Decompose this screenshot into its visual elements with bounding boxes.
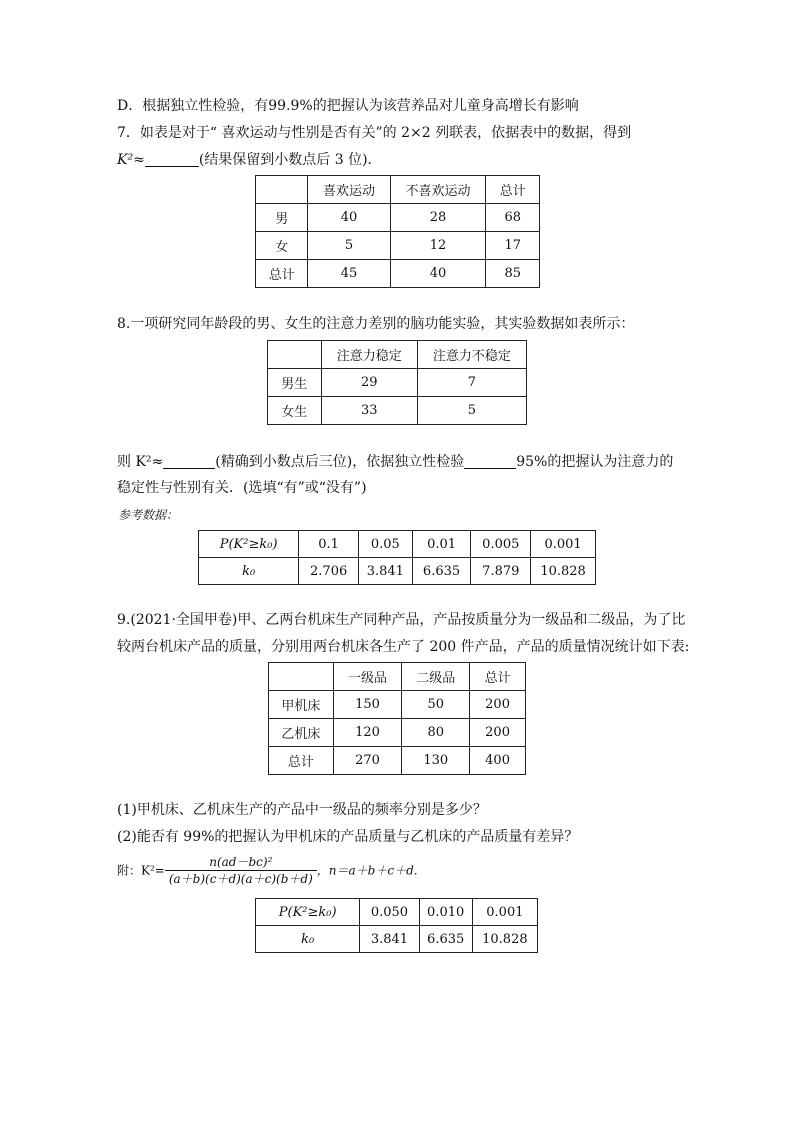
formula-denominator: (a＋b)(c＋d)(a＋c)(b＋d) <box>168 872 313 886</box>
q9-sub2: (2)能否有 99%的把握认为甲机床的产品质量与乙机床的产品质量有差异？ <box>117 829 579 845</box>
table-row <box>269 747 526 775</box>
q8-after-line1 <box>117 452 673 472</box>
table-cell: k₀ <box>256 926 360 953</box>
table-header-cell <box>269 663 334 691</box>
table-row <box>256 899 538 926</box>
table-cell: 270 <box>333 747 402 775</box>
q8-after-c: 95%的把握认为注意力的 <box>516 454 674 470</box>
q8-after-b: (精确到小数点后三位)，依据独立性检验 <box>215 454 465 470</box>
table-cell: 0.005 <box>471 531 531 558</box>
table-cell: 10.828 <box>472 926 537 953</box>
formula-fraction <box>165 854 317 887</box>
table-header-cell: 一级品 <box>333 663 402 691</box>
table-header-cell: 二级品 <box>402 663 470 691</box>
table-cell: 45 <box>308 260 390 288</box>
table-row <box>269 691 526 719</box>
table-cell: 0.05 <box>359 531 413 558</box>
table-cell: 68 <box>486 204 540 232</box>
formula-label: 附：K²= <box>117 863 165 878</box>
table-row <box>269 719 526 747</box>
table-row <box>256 926 538 953</box>
table-cell: 40 <box>308 204 390 232</box>
table-header-cell: 不喜欢运动 <box>390 176 486 204</box>
q8-reference-table <box>198 530 596 585</box>
table-row <box>268 369 527 397</box>
table-cell: 0.001 <box>472 899 537 926</box>
table-row <box>256 204 540 232</box>
option-d: D．根据独立性检验，有99.9%的把握认为该营养品对儿童身高增长有影响 <box>117 98 579 114</box>
table-cell: 3.841 <box>360 926 419 953</box>
table-cell: 男 <box>256 204 308 232</box>
table-cell: 17 <box>486 232 540 260</box>
table-cell: 85 <box>486 260 540 288</box>
table-row <box>268 397 527 425</box>
q9-line1 <box>117 610 685 630</box>
q8-table <box>267 340 527 425</box>
q7-line2-rest: (结果保留到小数点后 3 位)． <box>198 152 382 168</box>
table-cell: 男生 <box>268 369 322 397</box>
table-cell: 10.828 <box>531 558 596 585</box>
q7-line1: 7．如表是对于“ 喜欢运动与性别是否有关”的 2×2 列联表，依据表中的数据，得到 <box>117 125 632 141</box>
table-cell: 6.635 <box>419 926 472 953</box>
table-cell: 5 <box>308 232 390 260</box>
table-cell: 0.050 <box>360 899 419 926</box>
table-cell: 3.841 <box>359 558 413 585</box>
table-cell: 乙机床 <box>269 719 334 747</box>
table-cell: 0.1 <box>299 531 359 558</box>
q8-answer-blank-1 <box>163 453 215 469</box>
q7-k2: K²≈ <box>117 152 145 168</box>
table-cell: 12 <box>390 232 486 260</box>
q7-line2 <box>117 150 382 170</box>
table-header-cell: 喜欢运动 <box>308 176 390 204</box>
table-cell: 50 <box>402 691 470 719</box>
table-cell: 80 <box>402 719 470 747</box>
table-cell: 29 <box>321 369 417 397</box>
table-row <box>256 260 540 288</box>
table-cell: 200 <box>470 691 526 719</box>
q8-after-line2: 稳定性与性别有关．(选填“有”或“没有”) <box>117 480 367 496</box>
table-header-cell: 总计 <box>486 176 540 204</box>
formula-tail: ，n＝a＋b＋c＋d. <box>316 863 418 878</box>
table-cell: 0.010 <box>419 899 472 926</box>
table-cell: 6.635 <box>412 558 471 585</box>
q8-answer-blank-2 <box>464 453 516 469</box>
table-cell: 甲机床 <box>269 691 334 719</box>
table-row <box>199 558 596 585</box>
table-cell: 女 <box>256 232 308 260</box>
table-header-cell <box>268 341 322 369</box>
table-cell: 130 <box>402 747 470 775</box>
table-cell: 150 <box>333 691 402 719</box>
table-cell: 2.706 <box>299 558 359 585</box>
table-cell: 女生 <box>268 397 322 425</box>
q9-sub1: (1)甲机床、乙机床生产的产品中一级品的频率分别是多少？ <box>117 802 487 818</box>
table-cell: 7.879 <box>471 558 531 585</box>
table-cell: 7 <box>417 369 526 397</box>
q7-answer-blank <box>145 151 199 167</box>
q9-reference-table <box>255 898 538 953</box>
q9-line1-text: 甲、乙两台机床生产同种产品，产品按质量分为一级品和二级品，为了比 <box>237 612 686 628</box>
q9-formula <box>117 854 418 887</box>
table-row <box>199 531 596 558</box>
q9-source: 9.(2021·全国甲卷) <box>117 612 238 628</box>
table-row <box>256 232 540 260</box>
table-header-cell: 总计 <box>470 663 526 691</box>
table-header-cell: 注意力稳定 <box>321 341 417 369</box>
table-cell: 5 <box>417 397 526 425</box>
table-cell: P(K²≥k₀) <box>256 899 360 926</box>
q7-table <box>255 175 540 288</box>
table-cell: 40 <box>390 260 486 288</box>
table-cell: 总计 <box>269 747 334 775</box>
table-cell: 0.01 <box>412 531 471 558</box>
table-cell: 200 <box>470 719 526 747</box>
table-cell: k₀ <box>199 558 299 585</box>
table-cell: 400 <box>470 747 526 775</box>
q9-line2: 较两台机床产品的质量，分别用两台机床各生产了 200 件产品，产品的质量情况统计如下表: <box>117 639 690 655</box>
table-cell: 33 <box>321 397 417 425</box>
table-cell: P(K²≥k₀) <box>199 531 299 558</box>
table-header-cell <box>256 176 308 204</box>
q8-line1: 8.一项研究同年龄段的男、女生的注意力差别的脑功能实验，其实验数据如表所示： <box>117 316 635 332</box>
table-cell: 总计 <box>256 260 308 288</box>
table-header-cell: 注意力不稳定 <box>417 341 526 369</box>
q9-table <box>268 662 526 775</box>
table-cell: 28 <box>390 204 486 232</box>
table-cell: 120 <box>333 719 402 747</box>
q8-ref-label: 参考数据： <box>118 508 179 522</box>
table-cell: 0.001 <box>531 531 596 558</box>
q8-k2: 则 K²≈ <box>117 454 164 470</box>
formula-numerator: n(ad－bc)² <box>165 854 317 871</box>
